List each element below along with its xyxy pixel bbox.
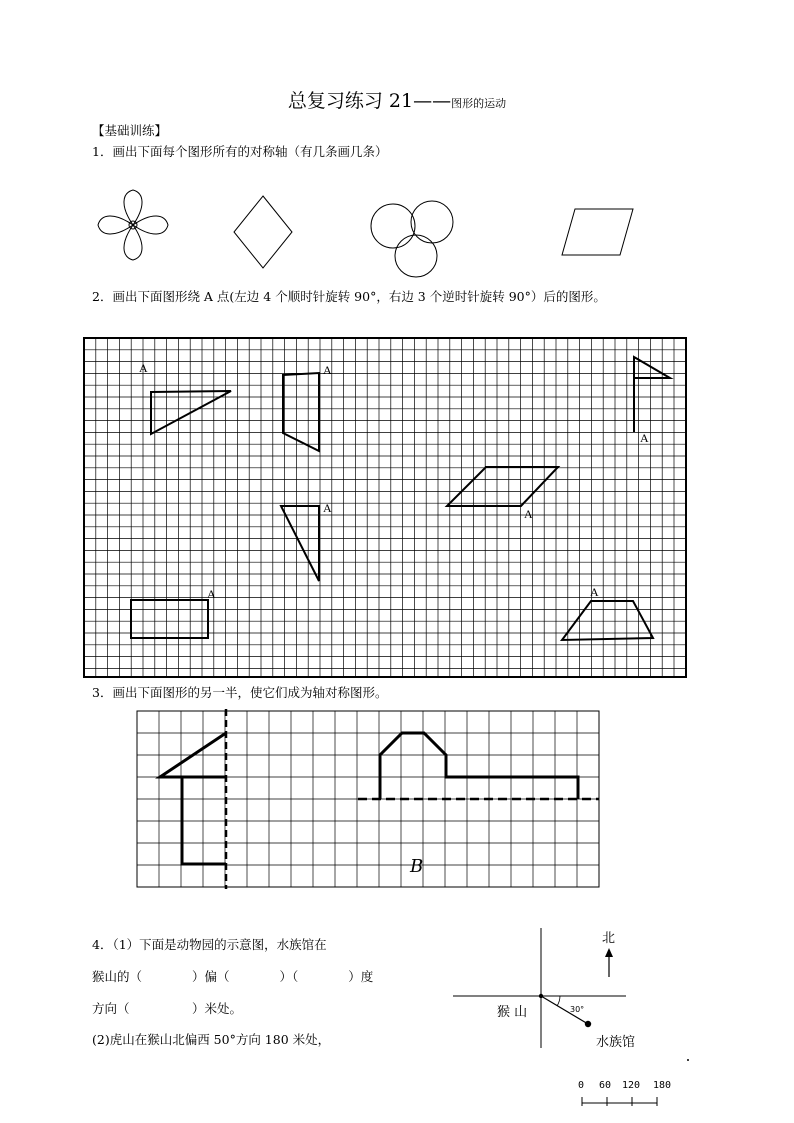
q4-line1: 4．（1）下面是动物园的示意图，水族馆在 [92,937,327,952]
q4-angle-label: 30° [570,1005,585,1014]
q4-origin-point [539,994,543,998]
q4-dot [687,1059,689,1061]
q1-three-circles-figure [371,201,453,277]
section-heading: 【基础训练】 [92,123,168,138]
q2-rectangle [131,600,208,638]
q2-label-a-3: A [640,431,649,445]
q2-parallelogram [447,467,558,506]
q4-scale-labels [578,1080,671,1091]
q2-grid-border [84,338,686,677]
q4-scale-60: 60 [599,1080,612,1091]
q4-origin-label: 猴 山 [497,1005,528,1020]
q4-map [453,928,689,1106]
q4-north-label: 北 [602,931,616,946]
q4-scale-120: 120 [622,1080,641,1091]
title-sub: 图形的运动 [451,97,507,110]
q1-parallelogram-figure [562,209,633,255]
q2-trapezoid-1 [283,373,319,451]
q2-triangle-1 [151,391,231,434]
q3-half-figure-left-bottom [182,777,226,864]
q2-label-a-5: A [524,507,533,521]
q2-label-a-6: A [207,587,216,601]
q3-text: 3．画出下面图形的另一半，使它们成为轴对称图形。 [92,685,388,700]
q4-scale-0: 0 [578,1080,585,1091]
q4-angle-arc [557,996,560,1006]
q4-aquarium-point [585,1021,591,1027]
q2-label-a-4: A [323,501,332,515]
q2-trapezoid-2 [562,601,653,640]
q4-line4: (2)虎山在猴山北偏西 50°方向 180 米处， [92,1032,331,1047]
q1-rhombus-figure [234,196,292,268]
q2-label-a-2: A [323,363,332,377]
title-main: 总复习练习 21—— [287,90,452,112]
q2-triangle-2 [281,506,319,581]
q2-label-a-1: A [139,361,148,375]
q2-text: 2．画出下面图形绕 A 点(左边 4 个顺时针旋转 90°，右边 3 个逆时针旋转 90°）后的图形。 [92,289,606,304]
q4-scale-bar [582,1097,657,1106]
q2-grid [84,338,686,677]
q3-mark: B [410,856,424,877]
q4-north-arrow-icon [605,948,613,957]
q1-flower-figure [98,190,168,260]
q4-target-label: 水族馆 [596,1035,636,1050]
q1-text: 1．画出下面每个图形所有的对称轴（有几条画几条） [92,144,388,159]
q3-half-figure-right [380,733,578,799]
q4-line2: 猴山的（ ）偏（ ）（ ）度 [92,969,374,984]
q2-label-a-7: A [590,585,599,599]
q4-line3: 方向（ ）米处。 [92,1001,243,1016]
q4-scale-180: 180 [653,1080,672,1091]
